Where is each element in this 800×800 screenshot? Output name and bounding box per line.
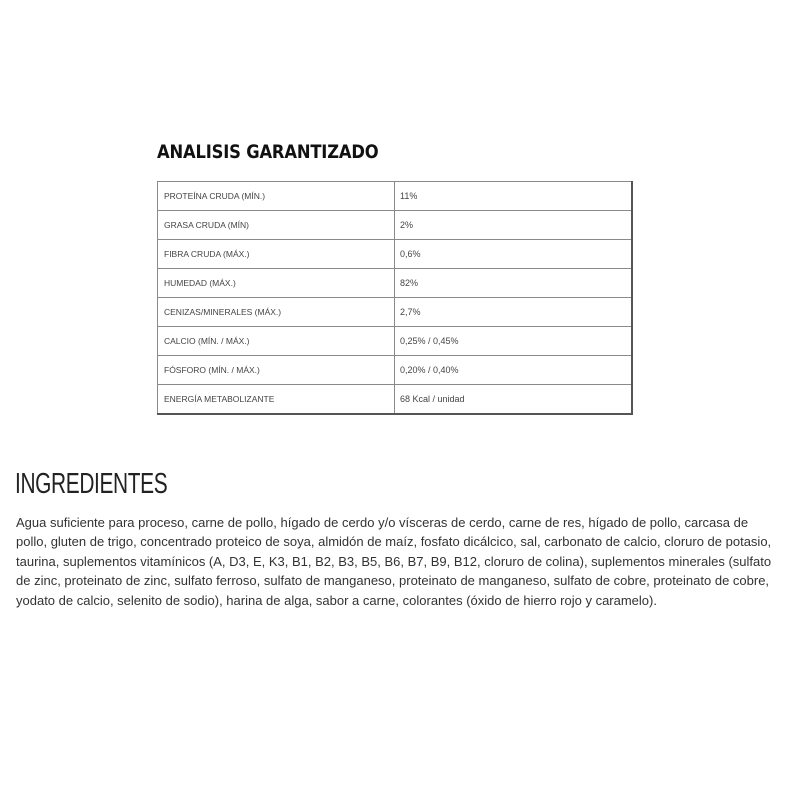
nutrient-name: CENIZAS/MINERALES (MÁX.) [158, 298, 395, 327]
ingredients-title: INGREDIENTES [15, 468, 168, 500]
nutrient-value: 0,25% / 0,45% [395, 327, 632, 356]
table-row [158, 327, 632, 356]
nutrient-value: 11% [395, 182, 632, 211]
nutrient-value: 82% [395, 269, 632, 298]
nutrient-value: 68 Kcal / unidad [395, 385, 632, 415]
ingredients-text: Agua suficiente para proceso, carne de pollo, hígado de cerdo y/o vísceras de cerdo, carne de res, hígado de pollo, carcasa de pollo, gluten de trigo, concentrado proteico de soya, almidón de maíz, fosfato dicálcico, sal, carbonato de calcio, cloruro de potasio, taurina, suplementos vitamínicos (A, D3, E, K3, B1, B2, B3, B5, B6, B7, B9, B12, cloruro de colina), suplementos minerales (sulfato de zinc, proteinato de zinc, sulfato ferroso, sulfato de manganeso, proteinato de manganeso, sulfato de cobre, proteinato de cobre, yodato de calcio, selenito de sodio), harina de alga, sabor a carne, colorantes (óxido de hierro rojo y caramelo). [16, 515, 772, 608]
nutrient-name: FÓSFORO (MÍN. / MÁX.) [158, 356, 395, 385]
nutrient-value: 0,6% [395, 240, 632, 269]
table-row [158, 269, 632, 298]
table-row [158, 240, 632, 269]
analysis-table [157, 181, 633, 415]
analysis-title: ANALISIS GARANTIZADO [157, 141, 379, 163]
table-row [158, 182, 632, 211]
nutrient-name: CALCIO (MÍN. / MÁX.) [158, 327, 395, 356]
table-row [158, 385, 632, 415]
table-row [158, 298, 632, 327]
nutrient-name: HUMEDAD (MÁX.) [158, 269, 395, 298]
nutrient-name: PROTEÍNA CRUDA (MÍN.) [158, 182, 395, 211]
nutrient-value: 2% [395, 211, 632, 240]
nutrient-name: GRASA CRUDA (MÍN) [158, 211, 395, 240]
nutrient-value: 0,20% / 0,40% [395, 356, 632, 385]
table-row [158, 211, 632, 240]
nutrient-value: 2,7% [395, 298, 632, 327]
nutrient-name: ENERGÍA METABOLIZANTE [158, 385, 395, 415]
nutrient-name: FIBRA CRUDA (MÁX.) [158, 240, 395, 269]
table-row [158, 356, 632, 385]
